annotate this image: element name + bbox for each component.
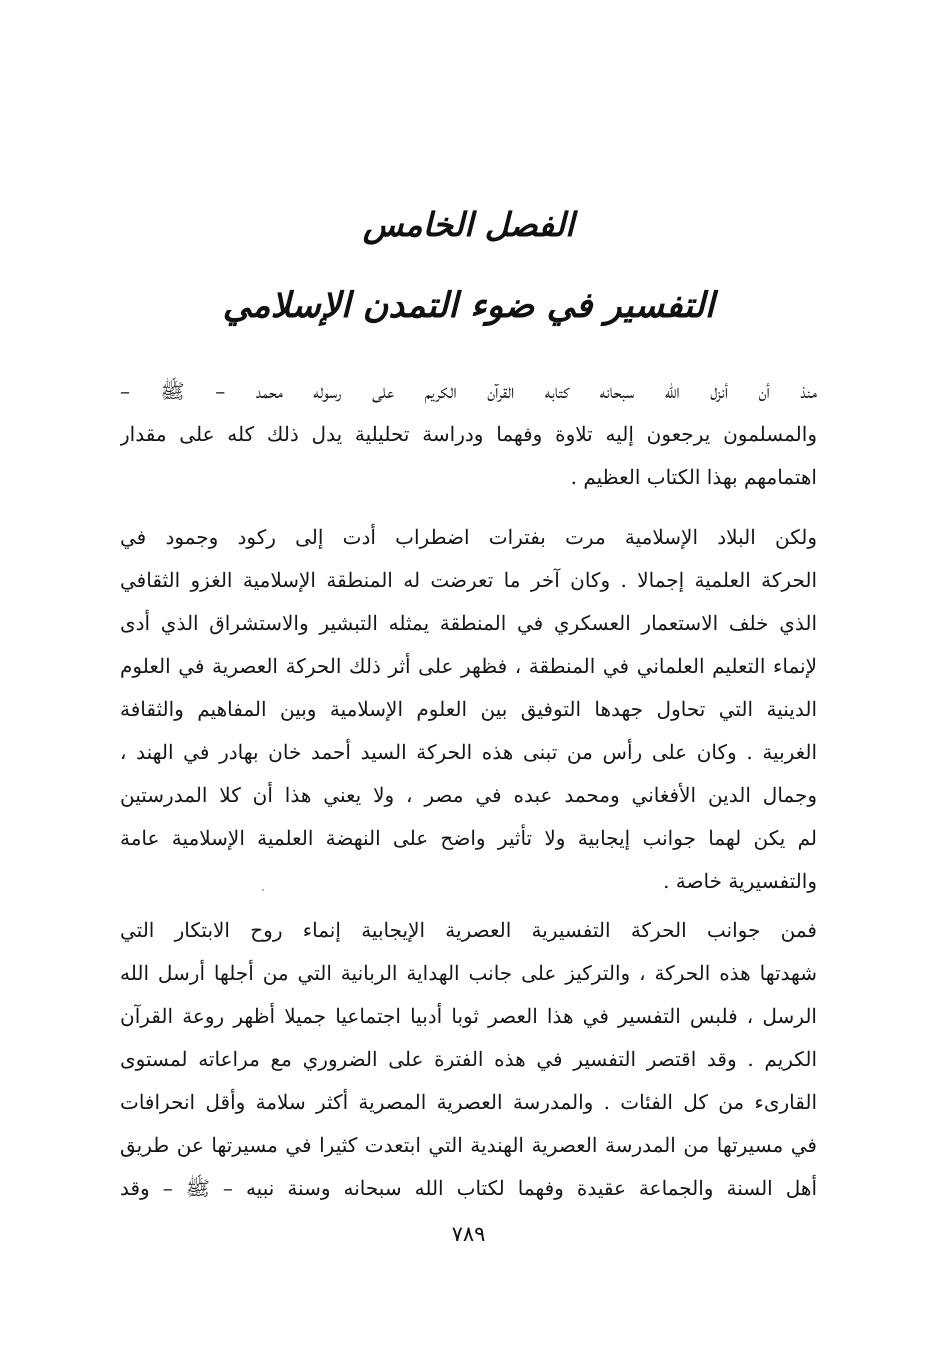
scan-speck xyxy=(262,889,264,891)
paragraph-line: فمن جوانب الحركة التفسيرية العصرية الإيجابية إنماء روح الابتكار التي xyxy=(120,918,817,942)
paragraph-3 xyxy=(120,909,817,1210)
paragraph-line: أهل السنة والجماعة عقيدة وفهما لكتاب الله سبحانه وسنة نبيه – ﷺ – وقد xyxy=(120,1176,817,1200)
paragraph-line: الدينية التي تحاول جهدها التوفيق بين العلوم الإسلامية وبين المفاهيم والثقافة xyxy=(120,697,817,721)
chapter-label: الفصل الخامس xyxy=(362,205,575,244)
paragraph-2 xyxy=(120,516,817,903)
paragraph-line: شهدتها هذه الحركة ، والتركيز على جانب الهداية الربانية التي من أجلها أرسل الله xyxy=(120,961,817,985)
paragraph-1 xyxy=(120,370,817,499)
paragraph-line: منذ أن أنزل الله سبحانه كتابه القرآن الكريم على رسوله محمد – ﷺ – xyxy=(120,379,817,403)
paragraph-line: لإنماء التعليم العلماني في المنطقة ، فظهر على أثر ذلك الحركة العصرية في العلوم xyxy=(120,654,817,678)
paragraph-line: والتفسيرية خاصة . xyxy=(663,869,817,893)
paragraph-line: الغربية . وكان على رأس من تبنى هذه الحركة السيد أحمد خان بهادر في الهند ، xyxy=(120,740,817,764)
paragraph-line: القارىء من كل الفئات . والمدرسة العصرية المصرية أكثر سلامة وأقل انحرافات xyxy=(120,1090,817,1114)
paragraph-line: الذي خلف الاستعمار العسكري في المنطقة يمثله التبشير والاستشراق الذي أدى xyxy=(120,611,817,635)
paragraph-line: الكريم . وقد اقتصر التفسير في هذه الفترة على الضروري مع مراعاته لمستوى xyxy=(120,1047,817,1071)
paragraph-line: الحركة العلمية إجمالا . وكان آخر ما تعرضت له المنطقة الإسلامية الغزو الثقافي xyxy=(120,568,817,592)
paragraph-line: ولكن البلاد الإسلامية مرت بفترات اضطراب أدت إلى ركود وجمود في xyxy=(120,525,817,549)
page-number: ٧٨٩ xyxy=(451,1222,486,1246)
paragraph-line: الرسل ، فلبس التفسير في هذا العصر ثوبا أدبيا اجتماعيا جميلا أظهر روعة القرآن xyxy=(120,1004,817,1028)
paragraph-line: اهتمامهم بهذا الكتاب العظيم . xyxy=(570,465,817,489)
paragraph-line: وجمال الدين الأفغاني ومحمد عبده في مصر ، ولا يعني هذا أن كلا المدرستين xyxy=(120,783,817,807)
paragraph-line: لم يكن لهما جوانب إيجابية ولا تأثير واضح على النهضة العلمية الإسلامية عامة xyxy=(120,826,817,850)
paragraph-line: والمسلمون يرجعون إليه تلاوة وفهما ودراسة تحليلية يدل ذلك كله على مقدار xyxy=(120,422,817,446)
chapter-title: التفسير في ضوء التمدن الإسلامي xyxy=(222,285,715,326)
paragraph-line: في مسيرتها من المدرسة العصرية الهندية التي ابتعدت كثيرا في مسيرتها عن طريق xyxy=(120,1133,817,1157)
